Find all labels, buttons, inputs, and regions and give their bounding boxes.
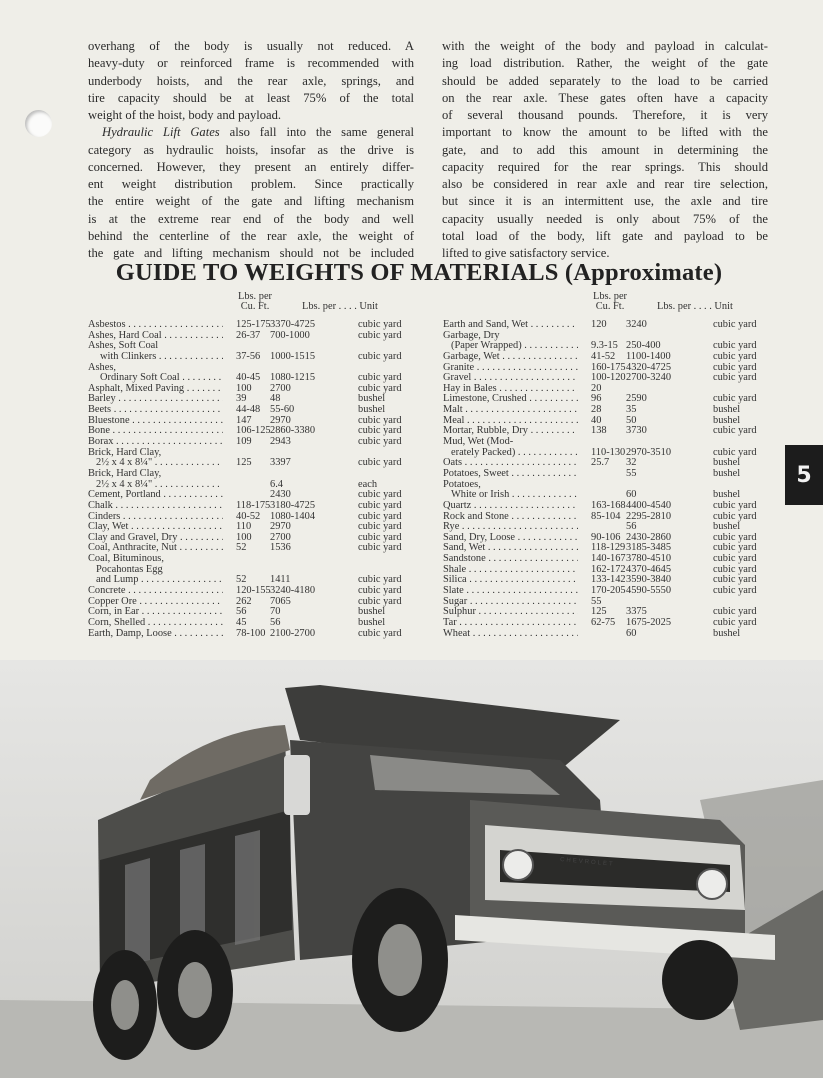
unit: cubic yard <box>358 531 402 543</box>
table-row <box>443 320 778 331</box>
lbs-per-cuft: 138 <box>591 425 607 437</box>
lbs-per-unit: 2700 <box>270 531 291 543</box>
unit: cubic yard <box>713 563 757 575</box>
lbs-per-unit: 32 <box>626 457 637 469</box>
material-name: Granite . . . <box>443 363 578 374</box>
lbs-per-unit: 3780-4510 <box>626 553 672 565</box>
lbs-per-unit: 1411 <box>270 574 291 586</box>
lbs-per-cuft: 90-106 <box>591 531 621 543</box>
material-name: Clay and Gravel, Dry . . . <box>88 533 223 544</box>
material-name: Sugar . . . <box>443 597 578 608</box>
lbs-per-unit: 56 <box>270 616 281 628</box>
lbs-per-unit: 48 <box>270 393 281 405</box>
material-name: Ashes, Soft Coal <box>88 341 159 352</box>
lbs-per-cuft: 26-37 <box>236 329 261 341</box>
lbs-per-cuft: 125 <box>591 606 607 618</box>
lbs-per-unit: 250-400 <box>626 340 661 352</box>
body-text-line: tire capacity should be at least 75% of the total <box>88 90 414 105</box>
page-title: GUIDE TO WEIGHTS OF MATERIALS (Approximate) <box>115 259 723 286</box>
lbs-per-cuft: 162-172 <box>591 563 626 575</box>
unit: cubic yard <box>713 499 757 511</box>
body-text-line: total load of the body, lift gate and payload to be <box>442 228 768 243</box>
table-row <box>443 469 778 480</box>
lbs-per-unit: 1080-1215 <box>270 372 316 384</box>
lbs-per-unit: 3240-4180 <box>270 585 316 597</box>
material-name: Corn, in Ear . . . <box>88 607 223 618</box>
table-row <box>443 501 778 512</box>
table-row <box>88 543 418 554</box>
lbs-per-unit: 2430 <box>270 489 291 501</box>
material-name: Mud, Wet (Mod- <box>443 437 514 448</box>
lbs-per-unit: 60 <box>626 627 637 639</box>
body-text-line: of several thousand pounds. Therefore, it is very <box>442 108 768 122</box>
body-text-line: also be considered in rear axle and rear tire selection, <box>442 177 768 191</box>
lbs-per-cuft: 96 <box>591 393 602 405</box>
header-per-unit: Lbs. per . . . . Unit <box>302 301 378 312</box>
unit: bushel <box>713 627 741 639</box>
material-name: Silica . . . <box>443 575 578 586</box>
material-name: Limestone, Crushed . . . <box>443 394 578 405</box>
header-cuft <box>230 292 280 312</box>
lbs-per-unit: 3370-4725 <box>270 319 316 330</box>
unit: bushel <box>358 606 386 618</box>
lbs-per-unit: 1100-1400 <box>626 350 671 362</box>
material-name: Tar . . . <box>443 618 578 629</box>
lbs-per-cuft: 100 <box>236 531 252 543</box>
material-name: Bluestone . . . <box>88 416 223 427</box>
body-text-line: should be added separately to the load to be carried <box>442 73 768 88</box>
unit: bushel <box>713 467 741 479</box>
punch-hole-top <box>25 110 52 137</box>
unit: cubic yard <box>713 574 757 586</box>
lbs-per-unit: 6.4 <box>270 478 283 490</box>
material-name: with Clinkers . . . <box>88 352 223 363</box>
table-row <box>443 426 778 437</box>
material-name: Garbage, Dry <box>443 330 500 341</box>
material-name: Slate . . . <box>443 586 578 597</box>
lbs-per-cuft: 109 <box>236 436 252 448</box>
table-row <box>88 629 418 640</box>
lbs-per-unit: 60 <box>626 489 637 501</box>
body-text-line: concerned. However, they present an entirely differ- <box>88 159 414 174</box>
header-cuft-line1: Lbs. per <box>592 291 628 302</box>
lbs-per-cuft: 118-175 <box>236 499 271 511</box>
material-name: Barley . . . <box>88 394 223 405</box>
lbs-per-cuft: 55 <box>591 595 602 607</box>
lbs-per-cuft: 56 <box>236 606 247 618</box>
material-name: Borax . . . <box>88 437 223 448</box>
material-name: Sand, Wet . . . <box>443 543 578 554</box>
lbs-per-unit: 2430-2860 <box>626 531 672 543</box>
header-per-unit: Lbs. per . . . . Unit <box>657 301 733 312</box>
lbs-per-unit: 2970 <box>270 414 291 426</box>
lbs-per-cuft: 62-75 <box>591 616 616 628</box>
unit: cubic yard <box>713 542 757 554</box>
unit: cubic yard <box>358 585 402 597</box>
material-name: Rock and Stone . . . <box>443 512 578 523</box>
body-text-line: weight of the hoist, body and payload. <box>88 108 282 122</box>
materials-table-left <box>88 292 418 639</box>
lbs-per-unit: 2970 <box>270 521 291 533</box>
material-name: Malt . . . <box>443 405 578 416</box>
unit: cubic yard <box>713 319 757 330</box>
lbs-per-cuft: 120-155 <box>236 585 271 597</box>
material-name: Sand, Dry, Loose . . . <box>443 533 578 544</box>
material-name: Beets . . . <box>88 405 223 416</box>
unit: cubic yard <box>358 382 402 394</box>
header-cuft-line2: Cu. Ft. <box>595 301 625 312</box>
lbs-per-unit: 2943 <box>270 436 291 448</box>
lbs-per-unit: 4400-4540 <box>626 499 672 511</box>
table-row <box>88 554 418 565</box>
material-name: Hay in Bales . . . <box>443 384 578 395</box>
material-name: Concrete . . . <box>88 586 223 597</box>
unit: cubic yard <box>358 499 402 511</box>
unit: each <box>358 478 378 490</box>
unit: cubic yard <box>358 457 402 469</box>
lbs-per-cuft: 41-52 <box>591 350 616 362</box>
body-text-line: but since it is an intermittent use, the axle and tire <box>442 194 768 209</box>
body-text-line: heavy-duty or reinforced frame is recommended with <box>88 56 414 71</box>
unit: cubic yard <box>713 361 757 373</box>
lbs-per-cuft: 78-100 <box>236 627 266 639</box>
lbs-per-cuft: 45 <box>236 616 247 628</box>
material-name: Asbestos . . . <box>88 320 223 331</box>
lbs-per-unit: 55 <box>626 467 637 479</box>
lbs-per-unit: 3180-4725 <box>270 499 316 511</box>
body-text-line: behind the centerline of the rear axle, the weight of <box>88 228 414 243</box>
material-name: Coal, Anthracite, Nut . . . <box>88 543 223 554</box>
material-name: Potatoes, <box>443 479 481 490</box>
material-name: Cement, Portland . . . <box>88 490 223 501</box>
material-name: Rye . . . <box>443 522 578 533</box>
unit: bushel <box>358 404 386 416</box>
unit: cubic yard <box>713 510 757 522</box>
unit: cubic yard <box>713 446 757 458</box>
unit: bushel <box>713 521 741 533</box>
material-name: Coal, Bituminous, <box>88 554 164 565</box>
unit: cubic yard <box>358 510 402 522</box>
table-row <box>88 458 418 469</box>
lbs-per-unit: 1675-2025 <box>626 616 672 628</box>
body-text-line: lifted to give satisfactory service. <box>442 246 610 260</box>
lbs-per-cuft: 133-142 <box>591 574 626 586</box>
unit: cubic yard <box>713 616 757 628</box>
unit: cubic yard <box>713 340 757 352</box>
lbs-per-cuft: 100-120 <box>591 372 626 384</box>
body-text-line: the entire weight of the gate and lifting mechanism <box>88 194 414 209</box>
lbs-per-cuft: 125-175 <box>236 319 271 330</box>
lbs-per-cuft: 106-125 <box>236 425 271 437</box>
body-text-line: with the weight of the body and payload in calculat- <box>442 39 768 53</box>
lbs-per-cuft: 52 <box>236 542 247 554</box>
material-name: Garbage, Wet . . . <box>443 352 578 363</box>
unit: cubic yard <box>713 425 757 437</box>
material-name: Bone . . . <box>88 426 223 437</box>
body-text-left-column <box>88 38 414 262</box>
unit: bushel <box>358 616 386 628</box>
unit: cubic yard <box>358 372 402 384</box>
material-name: Meal . . . <box>443 416 578 427</box>
material-name: Chalk . . . <box>88 501 223 512</box>
lbs-per-cuft: 9.3-15 <box>591 340 618 352</box>
unit: cubic yard <box>713 606 757 618</box>
unit: bushel <box>358 393 386 405</box>
lbs-per-cuft: 52 <box>236 574 247 586</box>
lbs-per-cuft: 100 <box>236 382 252 394</box>
unit: cubic yard <box>358 350 402 362</box>
lbs-per-unit: 3590-3840 <box>626 574 672 586</box>
material-name: 2½ x 4 x 8¼" . . . <box>88 458 223 469</box>
table-row <box>88 618 418 629</box>
material-name: Clay, Wet . . . <box>88 522 223 533</box>
body-text-line: is at the extreme rear end of the body and well <box>88 211 414 226</box>
material-name: Cinders . . . <box>88 512 223 523</box>
unit: bushel <box>713 457 741 469</box>
table-row <box>88 501 418 512</box>
lbs-per-unit: 7065 <box>270 595 291 607</box>
table-row <box>88 352 418 363</box>
material-name: Copper Ore . . . <box>88 597 223 608</box>
unit: cubic yard <box>358 329 402 341</box>
lbs-per-cuft: 20 <box>591 382 602 394</box>
header-cuft-line1: Lbs. per <box>237 291 273 302</box>
body-text-line: ent weight distribution problem. Since practically <box>88 177 414 191</box>
lbs-per-unit: 70 <box>270 606 281 618</box>
unit: cubic yard <box>358 542 402 554</box>
lbs-per-unit: 2700 <box>270 382 291 394</box>
body-text-line: capacity required for the rear springs. This should <box>442 159 768 174</box>
unit: cubic yard <box>713 553 757 565</box>
material-name: Sulphur . . . <box>443 607 578 618</box>
table-row <box>443 586 778 597</box>
lbs-per-cuft: 28 <box>591 404 602 416</box>
unit: cubic yard <box>358 436 402 448</box>
lbs-per-cuft: 160-175 <box>591 361 626 373</box>
unit: bushel <box>713 404 741 416</box>
table-row <box>443 618 778 629</box>
body-text-line: on the rear axle. These gates often have a capacity <box>442 90 768 105</box>
material-name: Ashes, <box>88 362 116 373</box>
material-name: Brick, Hard Clay, <box>88 447 162 458</box>
material-name: 2½ x 4 x 8¼" . . . <box>88 480 223 491</box>
lbs-per-unit: 3730 <box>626 425 647 437</box>
body-text-line: capacity usually needed is only about 75% of the <box>442 211 768 226</box>
table-header <box>88 292 418 320</box>
lbs-per-unit: 3185-3485 <box>626 542 672 554</box>
lbs-per-unit: 2100-2700 <box>270 627 316 639</box>
lbs-per-cuft: 44-48 <box>236 404 261 416</box>
lbs-per-unit: 55-60 <box>270 404 295 416</box>
material-name: Ordinary Soft Coal . . . <box>88 373 223 384</box>
material-name: Shale . . . <box>443 565 578 576</box>
lbs-per-unit: 4370-4645 <box>626 563 672 575</box>
lbs-per-unit: 2590 <box>626 393 647 405</box>
material-name: Asphalt, Mixed Paving . . . <box>88 384 223 395</box>
material-name: Pocahontas Egg <box>96 564 163 575</box>
table-row <box>443 629 778 640</box>
material-name: Sandstone . . . <box>443 554 578 565</box>
lbs-per-unit: 2700-3240 <box>626 372 672 384</box>
body-text-right-column <box>442 38 768 262</box>
material-name: White or Irish . . . <box>443 490 578 501</box>
lbs-per-unit: 4590-5550 <box>626 585 672 597</box>
unit: bushel <box>713 489 741 501</box>
lbs-per-unit: 2860-3380 <box>270 425 316 437</box>
lbs-per-cuft: 40-45 <box>236 372 261 384</box>
lbs-per-cuft: 85-104 <box>591 510 621 522</box>
unit: cubic yard <box>713 531 757 543</box>
lbs-per-cuft: 140-167 <box>591 553 626 565</box>
material-name: Earth and Sand, Wet . . . <box>443 320 578 331</box>
table-row <box>443 352 778 363</box>
lbs-per-unit: 56 <box>626 521 637 533</box>
table-row <box>88 331 418 342</box>
lbs-per-cuft: 110-130 <box>591 446 626 458</box>
section-tab[interactable]: 5 <box>785 445 823 505</box>
body-text-line <box>88 124 414 141</box>
material-name: erately Packed) . . . <box>443 448 578 459</box>
body-text-line: important to know the amount to be lifted with the <box>442 125 768 140</box>
lbs-per-unit: 3375 <box>626 606 647 618</box>
body-text-fragment: also fall into the same general <box>229 125 414 140</box>
lbs-per-cuft: 118-129 <box>591 542 626 554</box>
unit: cubic yard <box>358 595 402 607</box>
material-name: Earth, Damp, Loose . . . <box>88 629 223 640</box>
material-name: Wheat . . . <box>443 629 578 640</box>
material-name: Gravel . . . <box>443 373 578 384</box>
grille-lettering: CHEVROLET <box>559 857 615 868</box>
unit: cubic yard <box>358 574 402 586</box>
unit: cubic yard <box>358 521 402 533</box>
lbs-per-cuft: 40 <box>591 414 602 426</box>
header-cuft-line2: Cu. Ft. <box>240 301 270 312</box>
lbs-per-unit: 4320-4725 <box>626 361 672 373</box>
lbs-per-unit: 700-1000 <box>270 329 310 341</box>
lbs-per-unit: 35 <box>626 404 637 416</box>
lbs-per-cuft: 163-168 <box>591 499 626 511</box>
unit: cubic yard <box>358 489 402 501</box>
side-mirror <box>284 755 310 815</box>
lbs-per-unit: 2295-2810 <box>626 510 672 522</box>
unit: cubic yard <box>358 414 402 426</box>
lbs-per-unit: 1080-1404 <box>270 510 316 522</box>
lbs-per-cuft: 262 <box>236 595 252 607</box>
material-name: Ashes, Hard Coal . . . <box>88 331 223 342</box>
lbs-per-unit: 50 <box>626 414 637 426</box>
lbs-per-unit: 1536 <box>270 542 291 554</box>
table-row <box>88 437 418 448</box>
unit: cubic yard <box>358 319 402 330</box>
lbs-per-cuft: 120 <box>591 319 607 330</box>
body-text-line: the gate and lifting mechanism should not be included <box>88 246 414 260</box>
unit: cubic yard <box>358 627 402 639</box>
unit: cubic yard <box>713 350 757 362</box>
body-text-line: overhang of the body is usually not reduced. A <box>88 39 414 53</box>
material-name: and Lump . . . <box>88 575 223 586</box>
lbs-per-cuft: 125 <box>236 457 252 469</box>
table-header <box>443 292 778 320</box>
lbs-per-cuft: 147 <box>236 414 252 426</box>
material-name: Quartz . . . <box>443 501 578 512</box>
material-name: Oats . . . <box>443 458 578 469</box>
material-name: Corn, Shelled . . . <box>88 618 223 629</box>
body-text-line: category as hydraulic hoists, insofar as the drive is <box>88 142 414 157</box>
lbs-per-cuft: 25.7 <box>591 457 610 469</box>
table-row <box>443 373 778 384</box>
body-text-line: ing load distribution. Rather, the weight of the gate <box>442 56 768 71</box>
lbs-per-cuft: 110 <box>236 521 252 533</box>
body-text-line: underbody hoists, and the rear axle, springs, and <box>88 73 414 88</box>
italic-lead: Hydraulic Lift Gates <box>102 125 220 140</box>
unit: cubic yard <box>358 425 402 437</box>
lbs-per-cuft: 40-52 <box>236 510 261 522</box>
unit: cubic yard <box>713 393 757 405</box>
table-row <box>88 469 418 480</box>
lbs-per-cuft: 37-56 <box>236 350 261 362</box>
materials-table-right <box>443 292 778 639</box>
material-name: Mortar, Rubble, Dry . . . <box>443 426 578 437</box>
lbs-per-unit: 1000-1515 <box>270 350 316 362</box>
lbs-per-cuft: 39 <box>236 393 247 405</box>
unit: cubic yard <box>713 372 757 384</box>
material-name: Potatoes, Sweet . . . <box>443 469 578 480</box>
dump-truck-photo <box>0 660 823 1078</box>
material-name: Brick, Hard Clay, <box>88 468 162 479</box>
lbs-per-unit: 2970-3510 <box>626 446 672 458</box>
lbs-per-cuft: 170-205 <box>591 585 626 597</box>
body-text-line: gate, and to add this amount in determining the <box>442 142 768 157</box>
unit: bushel <box>713 414 741 426</box>
lbs-per-unit: 3397 <box>270 457 291 469</box>
unit: cubic yard <box>713 585 757 597</box>
header-cuft <box>585 292 635 312</box>
material-name: (Paper Wrapped) . . . <box>443 341 578 352</box>
lbs-per-unit: 3240 <box>626 319 647 330</box>
